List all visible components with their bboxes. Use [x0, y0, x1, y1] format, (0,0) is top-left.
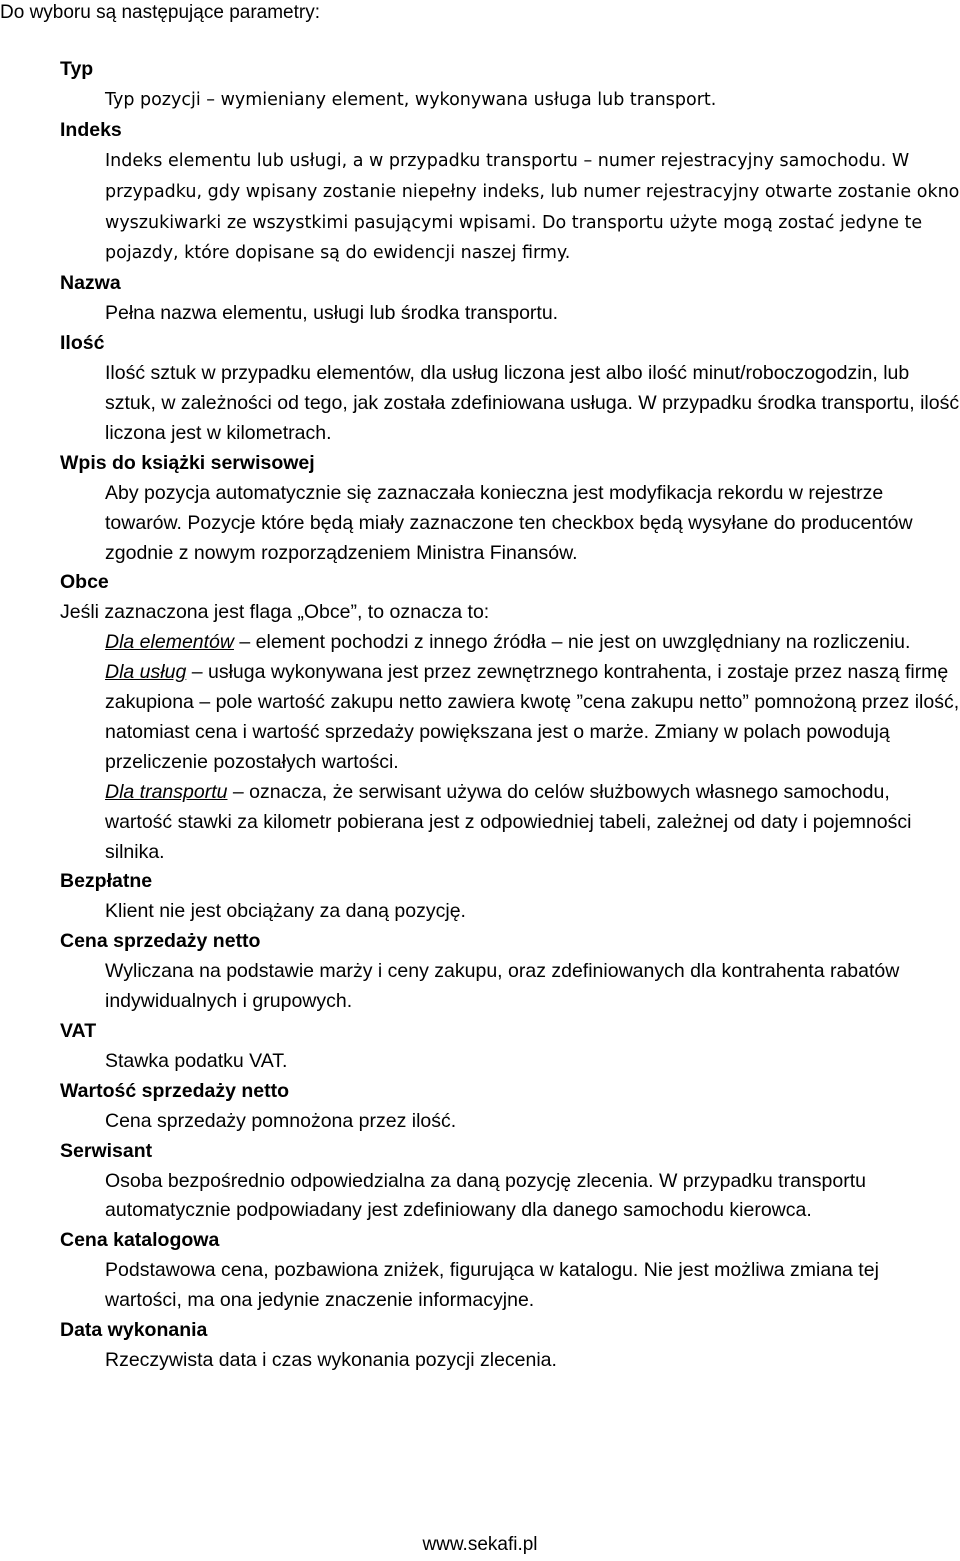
term-obce: Obce: [60, 571, 109, 594]
obce-text-transport: – oznacza, że serwisant używa do celów służbowych własnego samochodu, wartość stawki za kilometr pobierana jest z odpowiedniej tabeli, zależnej od daty i pojemności silnika.: [105, 780, 912, 863]
obce-label-uslugi: Dla usług: [105, 661, 187, 684]
intro-text: Do wyboru są następujące parametry:: [0, 2, 320, 23]
parameter-list: [60, 55, 960, 1376]
desc-nazwa: Pełna nazwa elementu, usługi lub środka transportu.: [105, 302, 559, 325]
term-nazwa: Nazwa: [60, 272, 121, 295]
desc-bezplatne: Klient nie jest obciążany za daną pozycję.: [105, 900, 466, 923]
term-ilosc: Ilość: [60, 332, 105, 355]
obce-label-elementy: Dla elementów: [105, 631, 234, 654]
desc-ilosc: Ilość sztuk w przypadku elementów, dla usług liczona jest albo ilość minut/roboczogodzin, lub sztuk, w zależności od tego, jak została zdefiniowana usługa. W przypadku środka transportu, ilość liczona jest w kilometrach.: [105, 362, 960, 444]
obce-item-elementy: [60, 628, 960, 658]
desc-typ: [60, 85, 960, 116]
term-typ: Typ: [60, 58, 94, 80]
term-wartosc-sprzedazy-netto: Wartość sprzedaży netto: [60, 1079, 289, 1102]
desc-typ-text: Typ pozycji – wymieniany element, wykonywana usługa lub transport.: [105, 89, 717, 110]
obce-text-elementy: – element pochodzi z innego źródła – nie jest on uwzględniany na rozliczeniu.: [233, 631, 911, 654]
obce-label-transport: Dla transportu: [105, 780, 228, 803]
term-cena-sprzedazy-netto: Cena sprzedaży netto: [60, 930, 261, 953]
term-vat: VAT: [60, 1020, 97, 1042]
footer-url: www.sekafi.pl: [422, 1534, 538, 1555]
term-data-wykonania: Data wykonania: [60, 1319, 208, 1342]
desc-indeks-text: Indeks elementu lub usługi, a w przypadku transportu – numer rejestracyjny samochodu. W przypadku, gdy wpisany zostanie niepełny indeks, lub numer rejestracyjny otwarte zostanie okno wyszukiwarki ze wszystkimi pasującymi wpisami. Do transportu użyte mogą zostać jedyne te pojazdy, które dopisane są do ewidencji naszej firmy.: [105, 150, 960, 264]
obce-text-uslugi: – usługa wykonywana jest przez zewnętrznego kontrahenta, i zostaje przez naszą firmę zakupiona – pole wartość zakupu netto zawiera kwotę ”cena zakupu netto” pomnożoną przez ilość, natomiast cena i wartość sprzedaży powiększana jest o marże. Zmiany w polach powodują przeliczenie pozostałych wartości.: [105, 661, 960, 773]
term-wpis-ksiazki: Wpis do książki serwisowej: [60, 451, 315, 474]
term-serwisant: Serwisant: [60, 1139, 153, 1162]
desc-serwisant: Osoba bezpośrednio odpowiedzialna za daną pozycję zlecenia. W przypadku transportu automatycznie podpowiadany jest zdefiniowany dla danego samochodu kierowca.: [105, 1169, 866, 1222]
obce-item-uslugi: [60, 658, 960, 778]
desc-wartosc-sprzedazy-netto: Cena sprzedaży pomnożona przez ilość.: [105, 1109, 457, 1132]
obce-item-transport: [60, 778, 960, 868]
desc-data-wykonania: Rzeczywista data i czas wykonania pozycji zlecenia.: [105, 1348, 557, 1371]
desc-wpis-ksiazki: Aby pozycja automatycznie się zaznaczała konieczna jest modyfikacja rekordu w rejestrze towarów. Pozycje które będą miały zaznaczone ten checkbox będą wysyłane do producentów zgodnie z nowym rozporządzeniem Ministra Finansów.: [105, 481, 913, 564]
term-bezplatne: Bezpłatne: [60, 870, 153, 893]
desc-indeks: [60, 146, 960, 270]
desc-vat: Stawka podatku VAT.: [105, 1049, 288, 1072]
term-cena-katalogowa: Cena katalogowa: [60, 1229, 220, 1252]
obce-intro: Jeśli zaznaczona jest flaga „Obce”, to oznacza to:: [60, 601, 490, 624]
desc-cena-sprzedazy-netto: Wyliczana na podstawie marży i ceny zakupu, oraz zdefiniowanych dla kontrahenta rabatów indywidualnych i grupowych.: [105, 960, 900, 1013]
desc-cena-katalogowa: Podstawowa cena, pozbawiona zniżek, figurująca w katalogu. Nie jest możliwa zmiana tej wartości, ma ona jedynie znaczenie informacyjne.: [105, 1259, 879, 1312]
term-indeks: Indeks: [60, 118, 122, 141]
